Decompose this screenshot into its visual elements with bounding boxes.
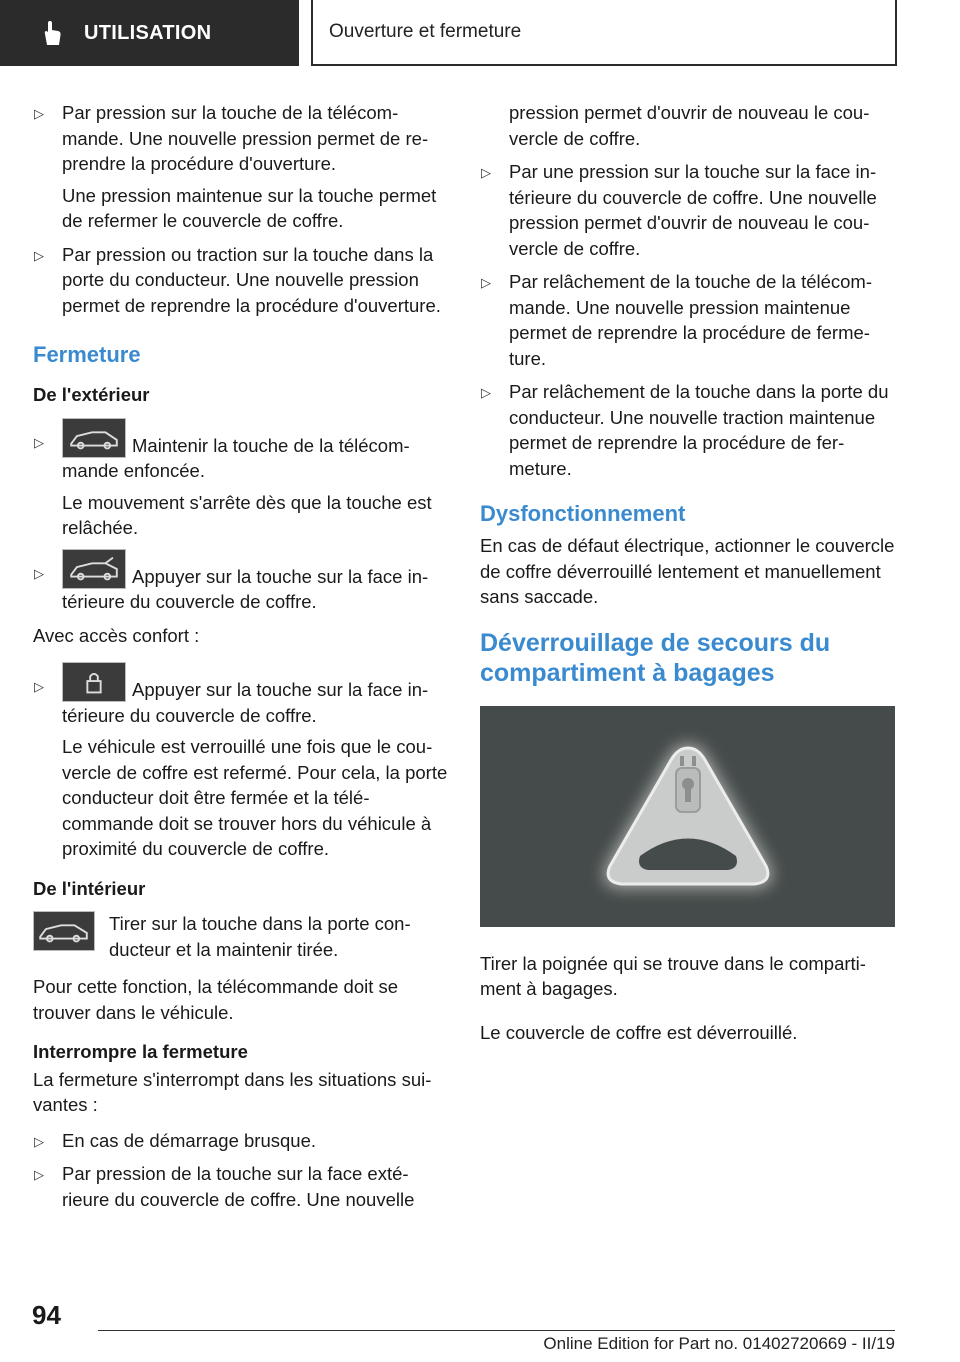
triangle-right-icon: ▷ — [34, 434, 44, 450]
triangle-right-icon: ▷ — [34, 1167, 44, 1182]
triangle-right-icon: ▷ — [481, 165, 491, 180]
edition-note: Online Edition for Part no. 01402720669 - II/19 — [543, 1334, 895, 1353]
left-column — [33, 100, 448, 1220]
triangle-right-icon: ▷ — [481, 385, 491, 400]
right-column — [480, 100, 898, 1059]
paragraph: La fermeture s'interrompt dans les situations suivantes : — [33, 1068, 432, 1115]
subsection-heading: Interrompre la fermeture — [33, 1041, 248, 1062]
triangle-right-icon: ▷ — [34, 565, 44, 581]
list-item — [33, 100, 448, 234]
list-item — [33, 1161, 448, 1212]
paragraph: Pour cette fonction, la télécommande doit se trouver dans le véhicule. — [33, 976, 399, 1023]
footer-divider — [98, 1330, 895, 1331]
section-heading: Fermeture — [33, 342, 141, 367]
subsection-heading: De l'extérieur — [33, 384, 150, 405]
paragraph: Par pression sur la touche de la télécommande. Une nouvelle pression permet de reprendre la procédure d'ouverture. — [62, 102, 429, 174]
section-tab — [311, 0, 897, 66]
paragraph: Par pression de la touche sur la face extérieure du couvercle de coffre. Une nouvelle — [62, 1163, 415, 1210]
paragraph: Le véhicule est verrouillé une fois que le couvercle de coffre est refermé. Pour cela, la porte conducteur doit être fermée et la télécommande doit se trouver hors du véhicule à proximité du couvercle de coffre. — [62, 736, 448, 859]
paragraph: Tirer la poignée qui se trouve dans le compartiment à bagages. — [480, 952, 866, 999]
paragraph: En cas de défaut électrique, actionner le couvercle de coffre déverrouillé lentement et manuellement sans saccade. — [480, 535, 895, 607]
section-title: Ouverture et fermeture — [329, 21, 522, 42]
paragraph: Avec accès confort : — [33, 624, 200, 646]
list-item — [480, 100, 898, 151]
car-trunk-icon — [33, 911, 95, 951]
paragraph: Par relâchement de la touche dans la porte du conducteur. Une nouvelle traction maintenue permet de reprendre la procédure de fermeture. — [509, 381, 889, 479]
list-item — [480, 159, 898, 261]
car-trunk-icon — [62, 418, 126, 458]
section-heading: Déverrouillage de secours du compartiment à bagages — [480, 628, 831, 687]
triangle-right-icon: ▷ — [34, 106, 44, 121]
icon-instruction — [33, 911, 448, 962]
paragraph: Appuyer sur la touche sur la face intérieure du couvercle de coffre. — [62, 565, 429, 612]
section-heading: Dysfonctionnement — [480, 501, 686, 526]
paragraph: Par relâchement de la touche de la télécommande. Une nouvelle pression maintenue permet de reprendre la procédure de fermeture. — [509, 271, 873, 369]
paragraph: En cas de démarrage brusque. — [62, 1129, 317, 1151]
paragraph: Par une pression sur la touche sur la face intérieure du couvercle de coffre. Une nouvelle pression permet d'ouvrir de nouveau le couvercle de coffre. — [509, 161, 877, 259]
list-item — [33, 242, 448, 319]
list-item — [33, 418, 448, 541]
paragraph: Maintenir la touche de la télécommande enfoncée. — [62, 434, 410, 481]
emergency-release-handle-image — [480, 706, 895, 927]
page-number: 94 — [32, 1300, 61, 1330]
chapter-title: UTILISATION — [84, 21, 212, 44]
list-item — [33, 662, 448, 862]
paragraph: Une pression maintenue sur la touche permet de refermer le couvercle de coffre. — [62, 184, 437, 231]
paragraph: Par pression ou traction sur la touche dans la porte du conducteur. Une nouvelle pression permet de reprendre la procédure d'ouverture. — [62, 243, 441, 316]
triangle-right-icon: ▷ — [481, 275, 491, 290]
triangle-handle-icon — [588, 726, 788, 906]
list-item — [480, 379, 898, 481]
car-trunk-icon — [62, 549, 126, 589]
padlock-icon — [62, 662, 126, 702]
list-item — [480, 269, 898, 371]
hand-pointer-icon — [38, 19, 66, 47]
list-item — [33, 549, 448, 615]
triangle-right-icon: ▷ — [34, 247, 44, 263]
triangle-right-icon: ▷ — [34, 1133, 44, 1149]
subsection-heading: De l'intérieur — [33, 877, 146, 899]
paragraph: Appuyer sur la touche sur la face intérieure du couvercle de coffre. — [62, 679, 429, 726]
triangle-right-icon: ▷ — [34, 679, 44, 694]
page-header — [0, 0, 960, 68]
chapter-tab — [0, 0, 299, 66]
paragraph: Tirer sur la touche dans la porte conducteur et la maintenir tirée. — [109, 913, 411, 960]
paragraph: Le mouvement s'arrête dès que la touche est relâchée. — [62, 491, 432, 538]
list-item — [33, 1128, 448, 1154]
paragraph: pression permet d'ouvrir de nouveau le couvercle de coffre. — [509, 102, 870, 149]
paragraph: Le couvercle de coffre est déverrouillé. — [480, 1021, 798, 1043]
